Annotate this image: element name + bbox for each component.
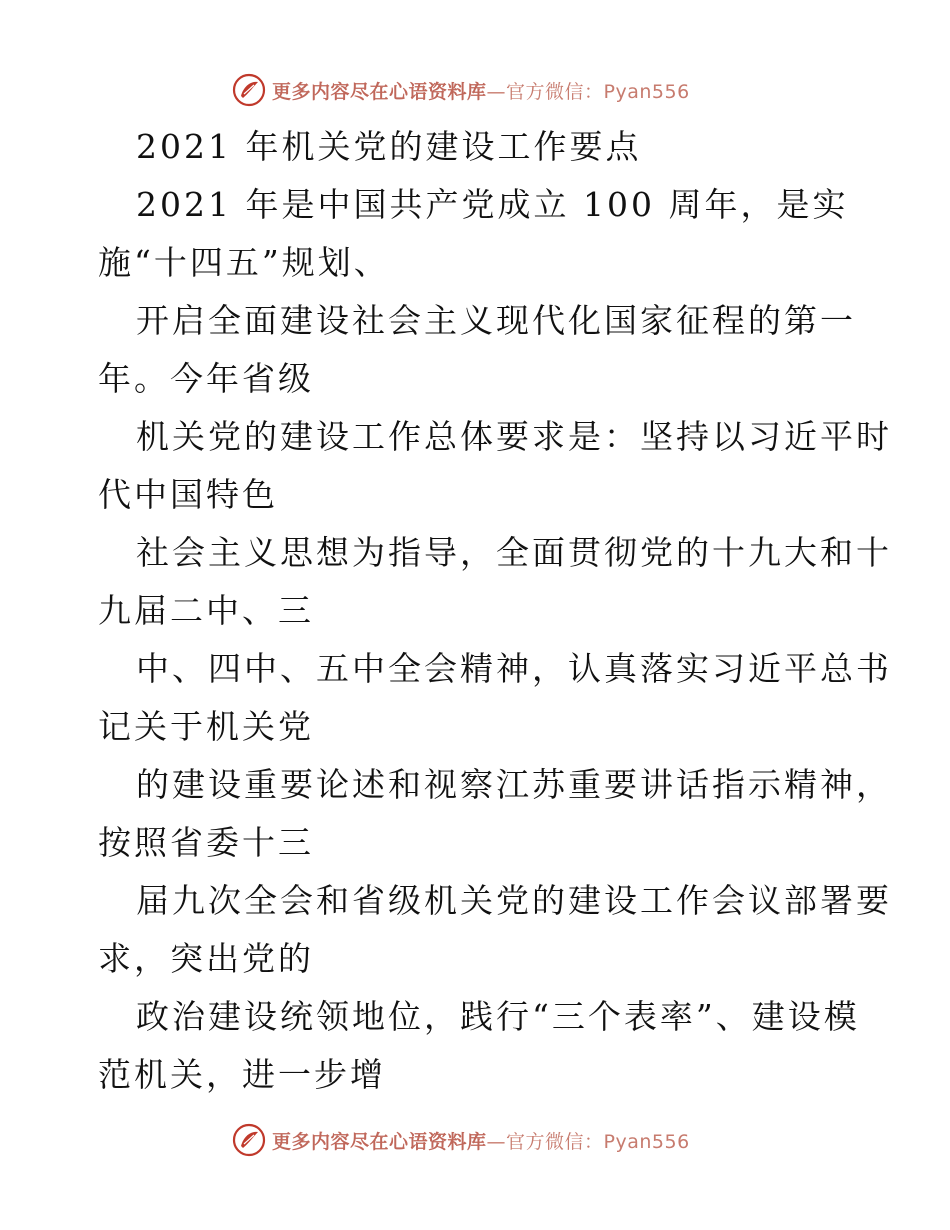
watermark-sub: 官方微信：Pyan556 [506, 80, 690, 103]
watermark-text [272, 1127, 690, 1154]
text-line: 记关于机关党 [98, 707, 314, 746]
header-watermark [232, 70, 690, 110]
text-line: 范机关，进一步增 [98, 1055, 386, 1094]
text-line: 的建设重要论述和视察江苏重要讲话指示精神， [136, 765, 892, 804]
text-line: 机关党的建设工作总体要求是：坚持以习近平时 [136, 417, 892, 456]
text-line: 政治建设统领地位，践行“三个表率”、建设模 [136, 997, 860, 1036]
watermark-main: 更多内容尽在心语资料库 [272, 80, 487, 103]
footer-watermark [232, 1120, 690, 1160]
text-line: 按照省委十三 [98, 823, 314, 862]
text-line: 代中国特色 [98, 475, 278, 514]
watermark-dash: — [486, 1130, 507, 1153]
watermark-dash: — [486, 80, 507, 103]
text-line: 社会主义思想为指导，全面贯彻党的十九大和十 [136, 533, 892, 572]
text-line: 开启全面建设社会主义现代化国家征程的第一 [136, 301, 856, 340]
text-line: 九届二中、三 [98, 591, 314, 630]
text-line: 求，突出党的 [98, 939, 314, 978]
doc-title: 2021 年机关党的建设工作要点 [136, 127, 642, 166]
text-line: 年。今年省级 [98, 359, 314, 398]
text-line: 中、四中、五中全会精神，认真落实习近平总书 [136, 649, 892, 688]
text-line: 2021 年是中国共产党成立 100 周年，是实 [136, 185, 849, 224]
document-body [98, 118, 892, 1104]
watermark-main: 更多内容尽在心语资料库 [272, 1130, 487, 1153]
brand-logo-icon [232, 1123, 266, 1157]
brand-logo-icon [232, 73, 266, 107]
watermark-sub: 官方微信：Pyan556 [506, 1130, 690, 1153]
watermark-text [272, 77, 690, 104]
text-line: 届九次全会和省级机关党的建设工作会议部署要 [136, 881, 892, 920]
text-line: 施“十四五”规划、 [98, 243, 390, 282]
